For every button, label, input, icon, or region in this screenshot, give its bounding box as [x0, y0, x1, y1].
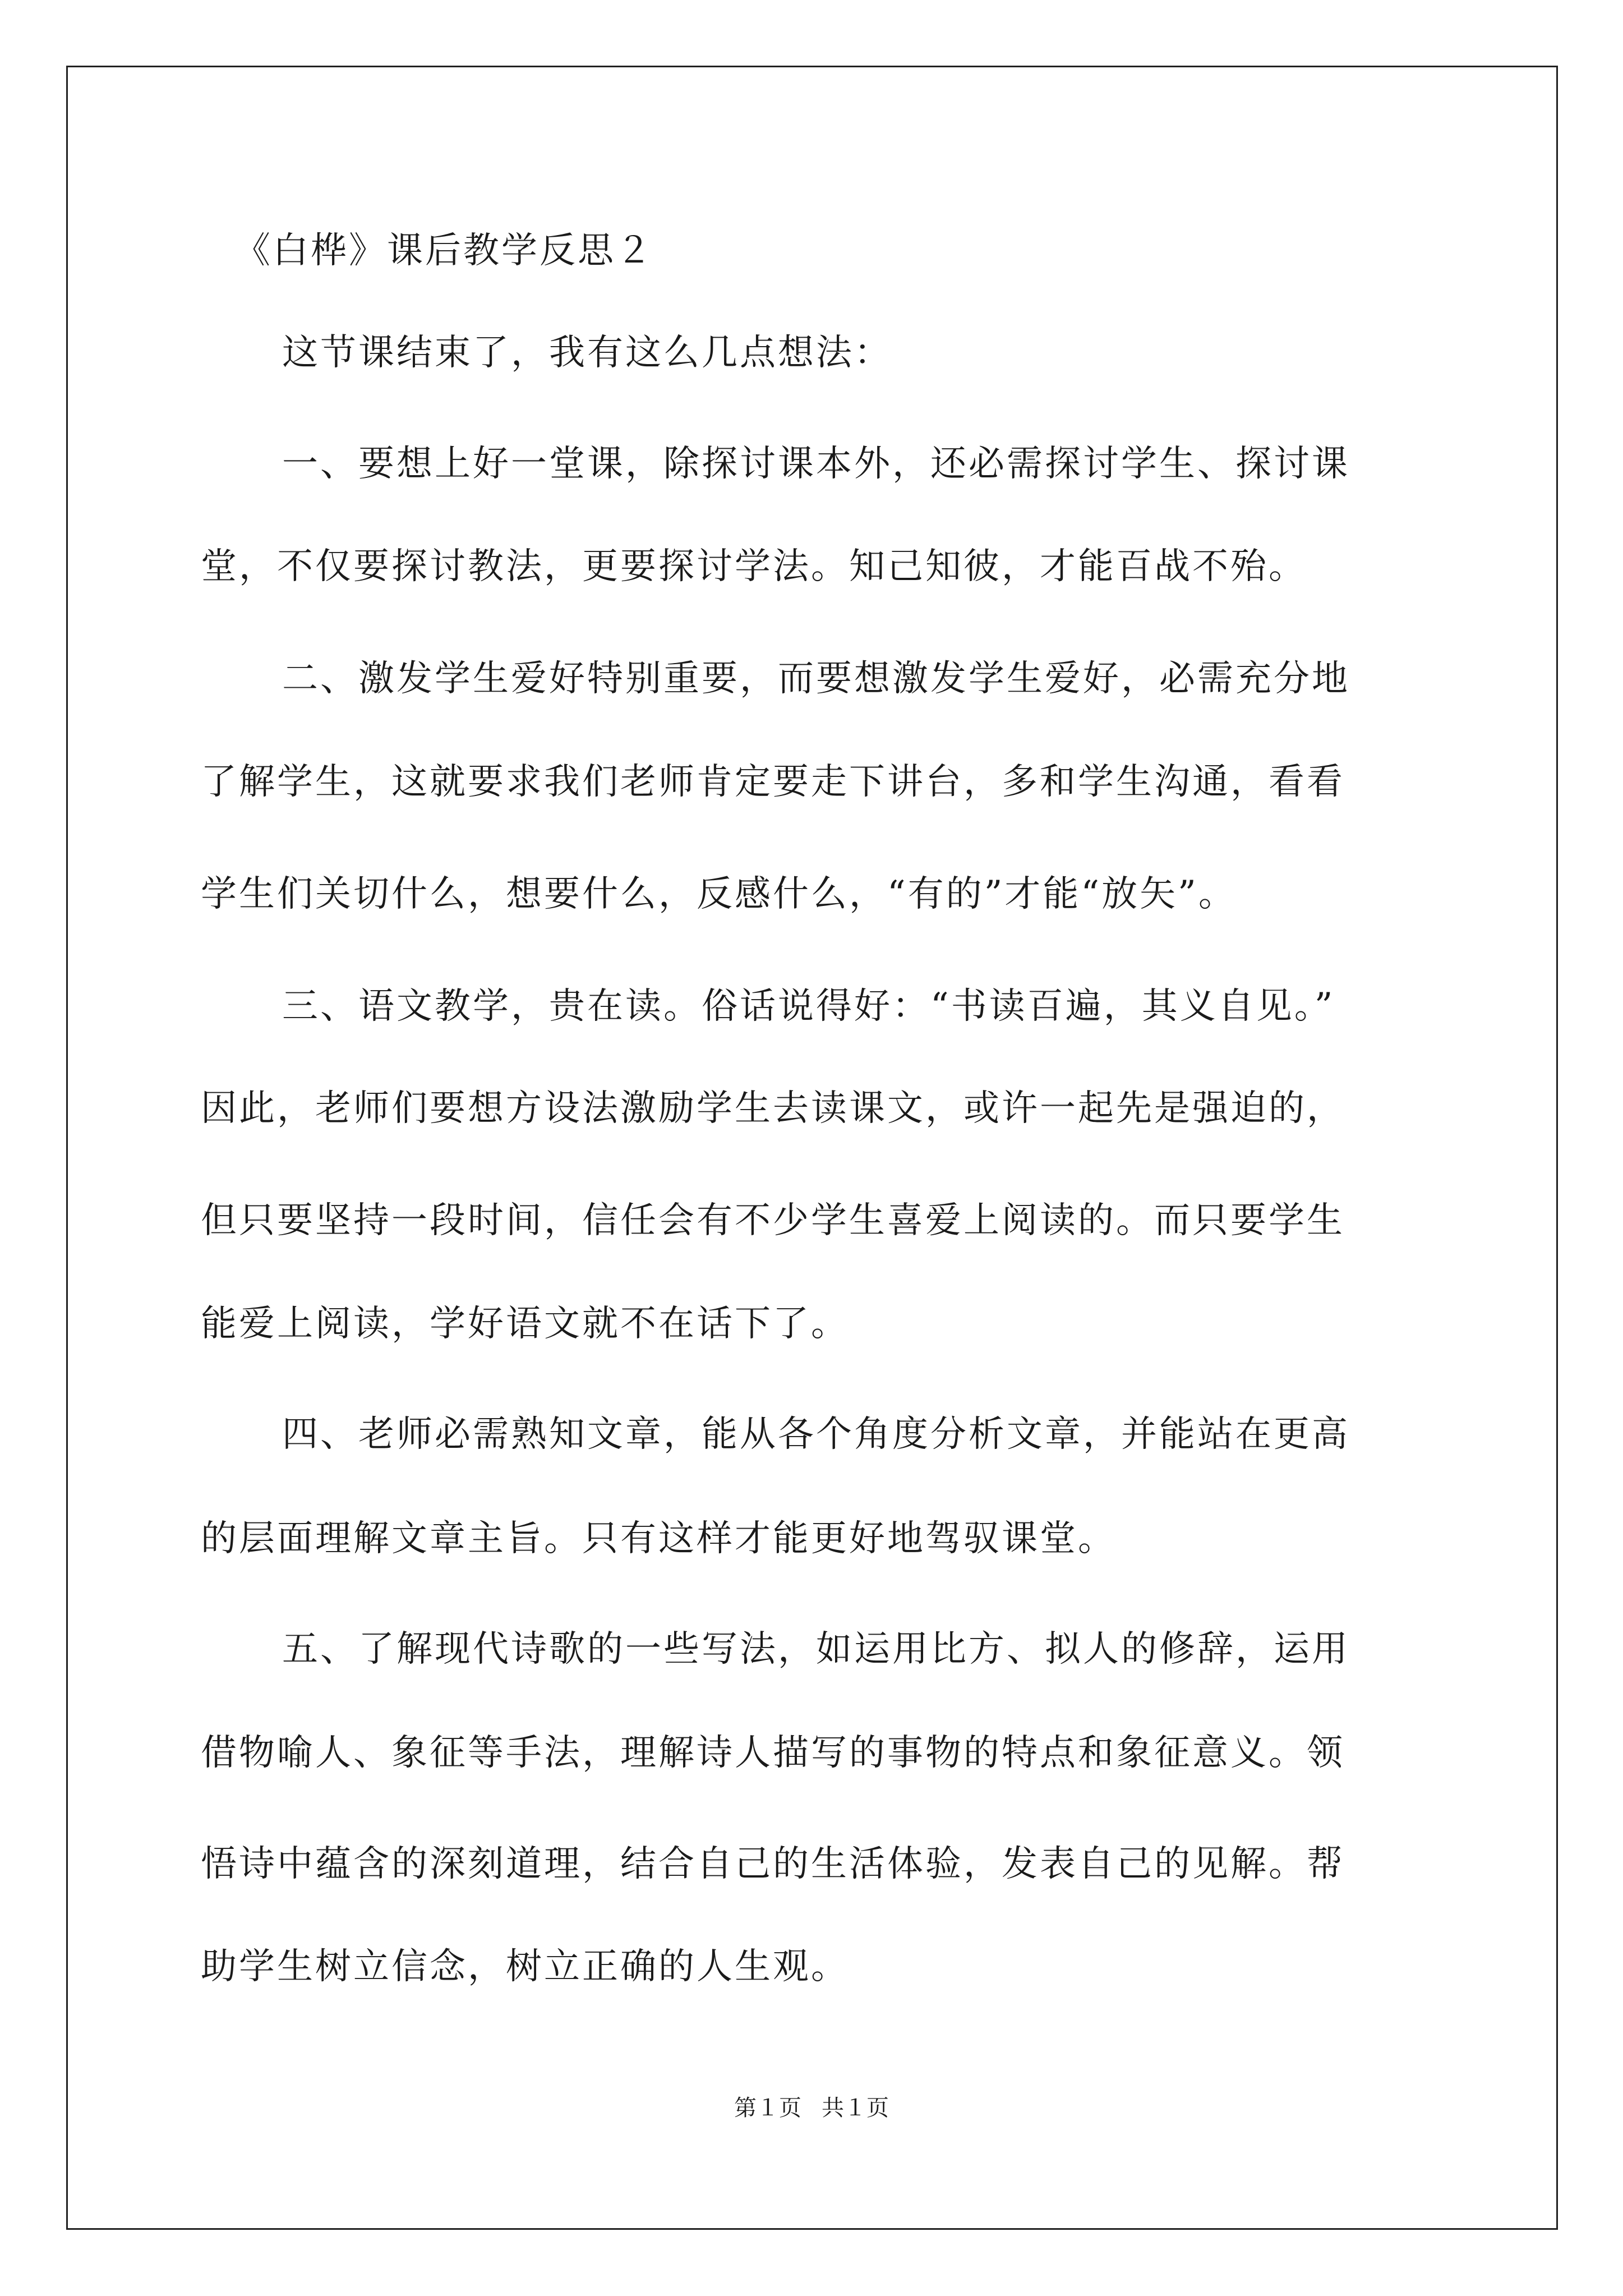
page-number: 第１页: [734, 2095, 801, 2121]
page-border: [66, 66, 1558, 2230]
page-footer: [0, 2097, 1623, 2119]
paragraph-line: 五、了解现代诗歌的一些写法，如运用比方、拟人的修辞，运用: [282, 1628, 1350, 1670]
page-total: 共１页: [822, 2095, 889, 2121]
paragraph-line: 堂，不仅要探讨教法，更要探讨学法。知己知彼，才能百战不殆。: [201, 546, 1307, 587]
paragraph-line: 的层面理解文章主旨。只有这样才能更好地驾驭课堂。: [201, 1518, 1116, 1559]
paragraph-line: 助学生树立信念，树立正确的人生观。: [201, 1946, 849, 1987]
paragraph-line: 学生们关切什么，想要什么，反感什么，“有的”才能“放矢”。: [201, 873, 1237, 915]
paragraph-line: 二、激发学生爱好特别重要，而要想激发学生爱好，必需充分地: [282, 658, 1350, 700]
paragraph-line: 了解学生，这就要求我们老师肯定要走下讲台，多和学生沟通，看看: [201, 761, 1345, 803]
paragraph-line: 因此，老师们要想方设法激励学生去读课文，或许一起先是强迫的，: [201, 1088, 1345, 1129]
paragraph-line: 借物喻人、象征等手法，理解诗人描写的事物的特点和象征意义。领: [201, 1732, 1345, 1774]
paragraph-line: 悟诗中蕴含的深刻道理，结合自己的生活体验，发表自己的见解。帮: [201, 1843, 1345, 1885]
paragraph-line: 但只要坚持一段时间，信任会有不少学生喜爱上阅读的。而只要学生: [201, 1200, 1345, 1241]
paragraph-line: 一、要想上好一堂课，除探讨课本外，还必需探讨学生、探讨课: [282, 443, 1350, 485]
paragraph-line: 这节课结束了，我有这么几点想法：: [282, 332, 892, 374]
paragraph-line: 四、老师必需熟知文章，能从各个角度分析文章，并能站在更高: [282, 1414, 1350, 1455]
paragraph-line: 三、语文教学，贵在读。俗话说得好：“书读百遍，其义自见。”: [282, 986, 1335, 1027]
document-title: 《白桦》课后教学反思２: [234, 230, 654, 272]
paragraph-line: 能爱上阅读，学好语文就不在话下了。: [201, 1303, 849, 1345]
